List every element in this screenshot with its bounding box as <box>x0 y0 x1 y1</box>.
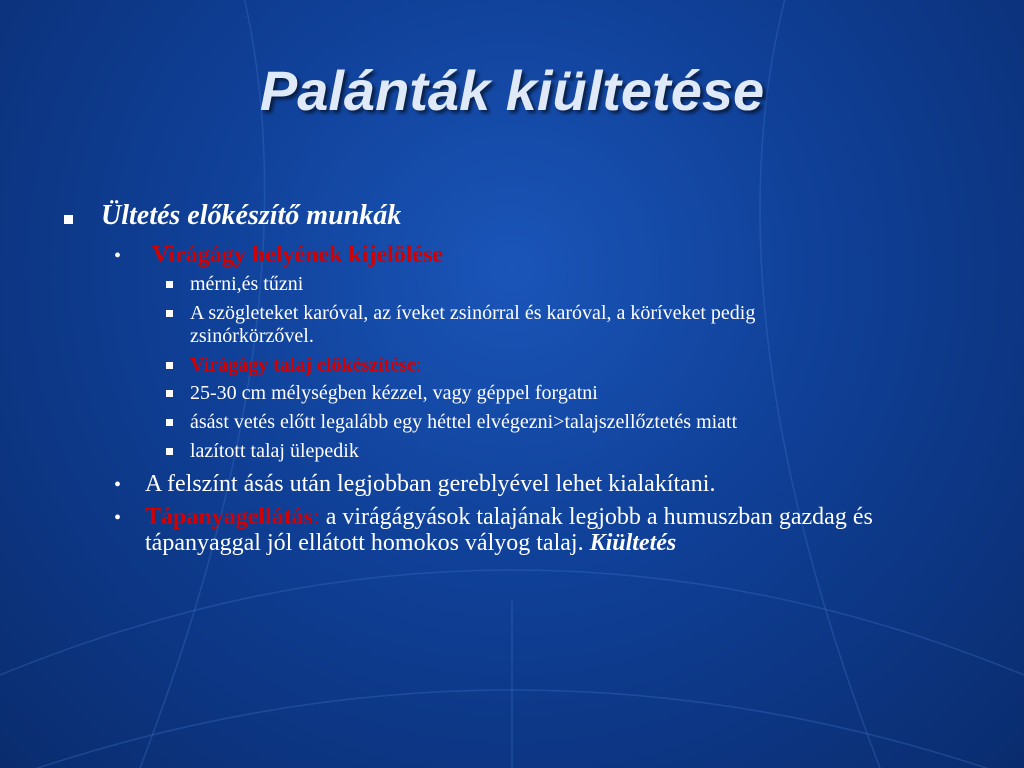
square-bullet-icon <box>166 310 173 317</box>
list-item: lazított talaj ülepedik <box>190 440 359 462</box>
list-item-nutrients <box>145 504 873 530</box>
planting-out-label: Kiültetés <box>589 530 677 556</box>
nutrients-colon: : <box>313 504 320 530</box>
list-item-nutrients-continuation <box>145 530 676 556</box>
square-bullet-icon <box>166 419 173 426</box>
square-bullet-icon <box>166 390 173 397</box>
dot-bullet-icon: • <box>114 245 122 267</box>
nutrients-text: a virágágyások talajának legjobb a humuszban gazdag és <box>319 504 873 530</box>
dot-bullet-icon: • <box>114 474 122 496</box>
nutrients-text-line2: tápanyaggal jól ellátott homokos vályog talaj. <box>145 530 590 556</box>
list-item: 25-30 cm mélységben kézzel, vagy géppel forgatni <box>190 382 598 404</box>
dot-bullet-icon: • <box>114 507 122 529</box>
list-item-surface: A felszínt ásás után legjobban gereblyével lehet kialakítani. <box>145 471 716 497</box>
square-bullet-icon <box>166 362 173 369</box>
section-heading: Ültetés előkészítő munkák <box>101 200 402 231</box>
list-item-soil-prep <box>190 354 421 376</box>
list-item-continuation: zsinórkörzővel. <box>190 325 314 347</box>
square-bullet-icon <box>64 215 73 224</box>
soil-prep-colon: : <box>415 354 422 376</box>
square-bullet-icon <box>166 281 173 288</box>
square-bullet-icon <box>166 448 173 455</box>
soil-prep-label: Virágágy talaj előkészítése <box>190 354 416 376</box>
list-item: ásást vetés előtt legalább egy héttel elvégezni>talajszellőztetés miatt <box>190 411 738 433</box>
slide-title: Palánták kiültetése <box>259 59 765 122</box>
sub-heading-placement: Virágágy helyének kijelölése <box>152 242 444 268</box>
list-item: mérni,és tűzni <box>190 273 304 295</box>
list-item: A szögleteket karóval, az íveket zsinórral és karóval, a köríveket pedig <box>190 302 756 324</box>
nutrients-label: Tápanyagellátás <box>145 504 314 530</box>
